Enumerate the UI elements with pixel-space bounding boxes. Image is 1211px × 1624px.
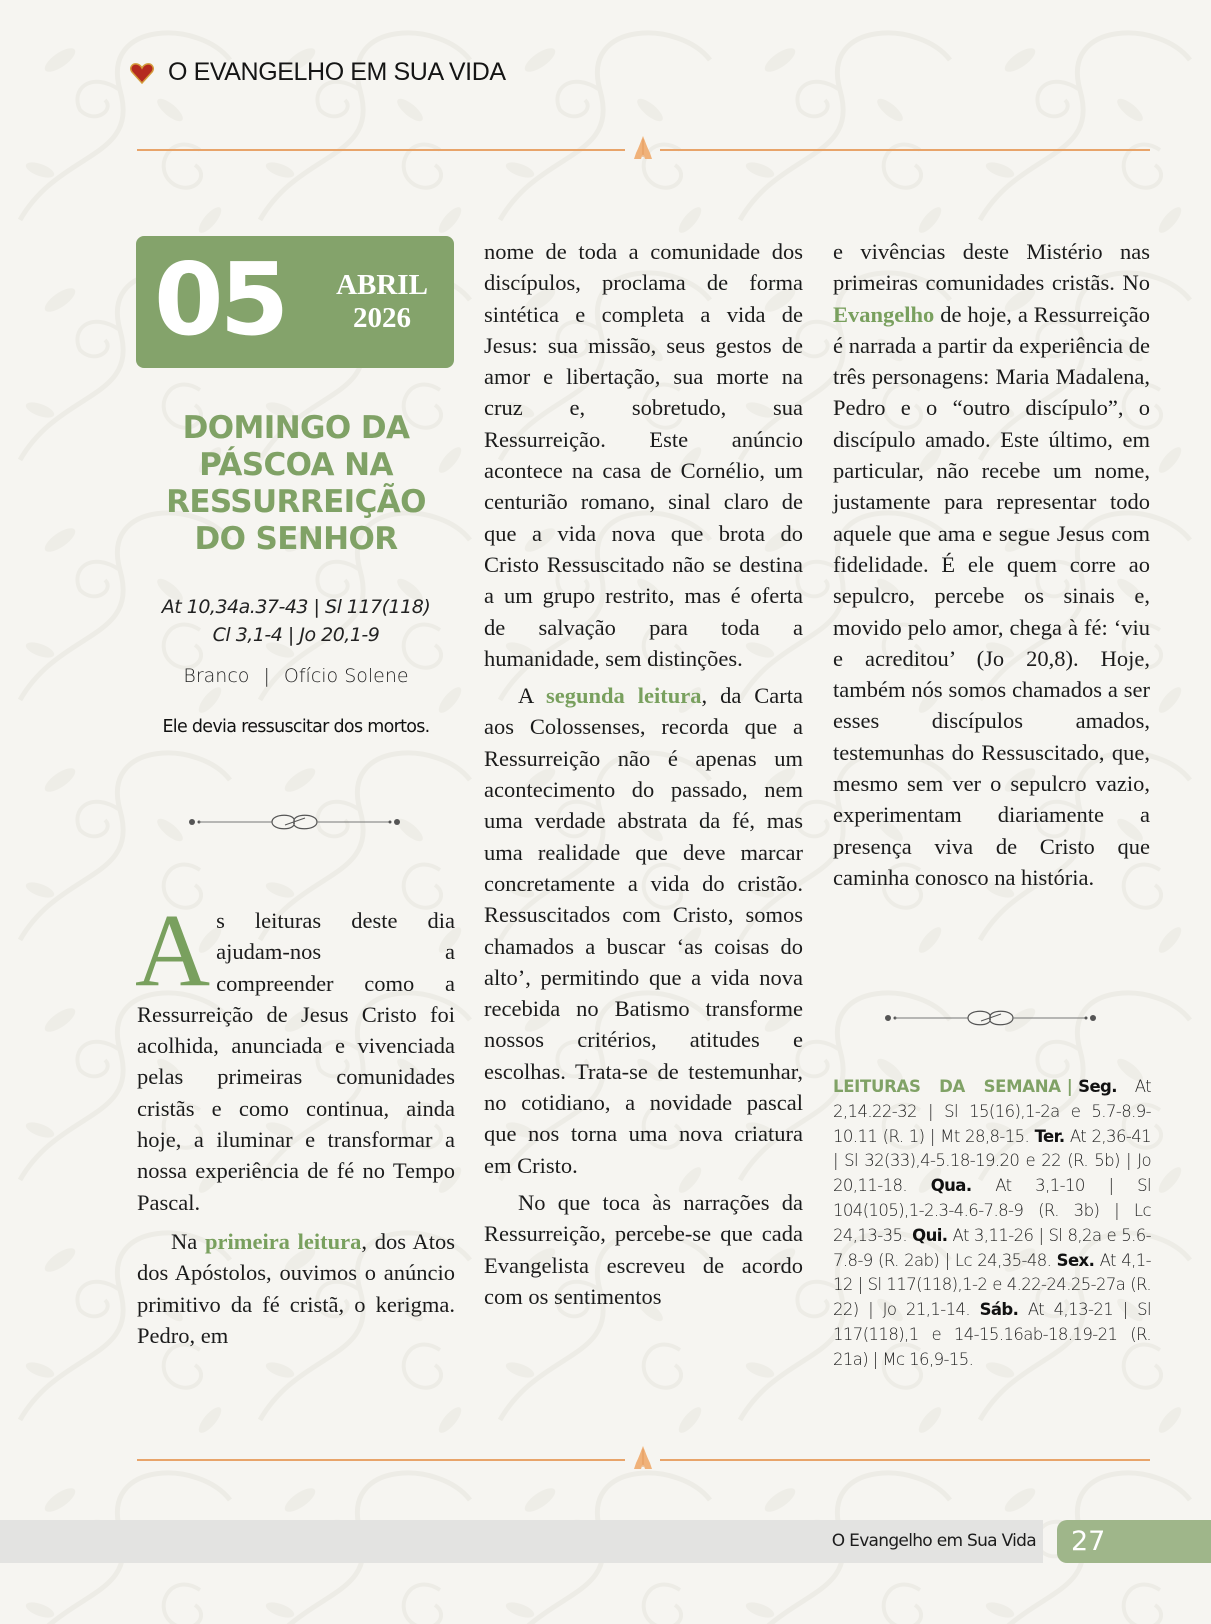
weekday-readings: At 3,11-26 | Sl 8,2a e 5.6-7.8-9 (R. 2ab) | Lc 24,35-48. bbox=[833, 1225, 1151, 1270]
weekday-label: Sex. bbox=[1056, 1250, 1095, 1270]
footer-publication: O Evangelho em Sua Vida bbox=[831, 1531, 1036, 1551]
feast-title bbox=[137, 410, 455, 558]
liturgical-info bbox=[137, 665, 455, 687]
date-month: ABRIL bbox=[336, 269, 428, 301]
ornament-divider-icon bbox=[883, 1006, 1098, 1030]
paragraph-text: Na bbox=[171, 1228, 205, 1254]
page-header bbox=[130, 58, 506, 87]
highlight-gospel: Evangelho bbox=[833, 301, 935, 327]
section-title: O EVANGELHO EM SUA VIDA bbox=[168, 58, 506, 86]
liturgical-color: Branco bbox=[183, 665, 250, 687]
weekday-label: Qui. bbox=[912, 1225, 948, 1245]
article-paragraph bbox=[833, 236, 1150, 893]
paragraph-text: A bbox=[518, 683, 546, 709]
highlight-first-reading: primeira leitura bbox=[204, 1228, 362, 1254]
feast-title-line: DOMINGO DA bbox=[182, 410, 410, 446]
readings-ref-line: Cl 3,1-4 | Jo 20,1-9 bbox=[212, 624, 380, 646]
top-divider-left bbox=[137, 149, 625, 151]
date-badge bbox=[136, 236, 454, 368]
feast-title-line: DO SENHOR bbox=[194, 521, 398, 557]
paragraph-text: de hoje, a Ressurreição é narrada a partir da experiência de três personagens: Maria Madalena, Pedro e o “outro discípulo”, o discípulo amado. Este último, em particular, não recebe um nome, justamente para representar todo aquele que ama e segue Jesus com fidelidade. É ele quem corre ao sepulcro, percebe os sinais e, movido pelo amor, chega à fé: ‘viu e acreditou’ (Jo 20,8). Hoje, também nós somos chamados a ser esses discípulos amados, testemunhas do Ressuscitado, que, mesmo sem ver o sepulcro vazio, experimentam diariamente a presença viva de Cristo que caminha conosco na história. bbox=[833, 301, 1150, 890]
praying-hands-icon bbox=[632, 1445, 654, 1471]
article-column-3 bbox=[833, 236, 1150, 899]
feast-title-line: RESSURREIÇÃO bbox=[166, 484, 426, 520]
bottom-divider-right bbox=[660, 1459, 1150, 1461]
weekday-readings: At 4,13-21 | Sl 117(118),1 e 14-15.16ab-18.19-21 (R. 21a) | Mc 16,9-15. bbox=[833, 1300, 1151, 1369]
article-paragraph bbox=[484, 236, 803, 674]
date-month-year bbox=[322, 269, 442, 335]
weekly-readings bbox=[833, 1075, 1151, 1373]
page-number: 27 bbox=[1057, 1520, 1211, 1563]
date-year: 2026 bbox=[353, 302, 411, 334]
article-paragraph bbox=[484, 680, 803, 1181]
article-column-1 bbox=[135, 893, 455, 1357]
heart-icon bbox=[130, 62, 154, 84]
paragraph-text: e vivências deste Mistério nas primeiras comunidades cristãs. No bbox=[833, 239, 1150, 296]
highlight-second-reading: segunda leitura bbox=[545, 683, 702, 709]
bottom-divider-left bbox=[137, 1459, 625, 1461]
feast-title-line: PÁSCOA NA bbox=[199, 447, 393, 483]
weekday-label: Ter. bbox=[1034, 1126, 1065, 1146]
paragraph-text: nome de toda a comunidade dos discípulos, proclama de forma sintética e completa a vida de Jesus: sua missão, seus gestos de amor e libertação, sua morte na cruz e, sobretudo, sua Ressurreição. Este anúncio acontece na casa de Cornélio, um centurião romano, sinal claro de que a vida nova que brota do Cristo Ressuscitado não se destina a um grupo restrito, mas é oferta de salvação para toda a humanidade, sem distinções. bbox=[484, 239, 803, 671]
liturgical-office: Ofício Solene bbox=[283, 665, 409, 687]
article-paragraph bbox=[135, 893, 455, 1218]
weekday-label: Qua. bbox=[930, 1176, 972, 1196]
praying-hands-icon bbox=[632, 135, 654, 161]
weekday-readings: At 2,36-41 | Sl 32(33),4-5.18-19.20 e 22 (R. 5b) | Jo 20,11-18. bbox=[833, 1126, 1152, 1196]
date-day: 05 bbox=[154, 241, 286, 358]
weekly-readings-heading: LEITURAS DA SEMANA bbox=[833, 1077, 1061, 1096]
article-paragraph bbox=[484, 1187, 803, 1312]
ornament-divider-icon bbox=[187, 810, 402, 834]
liturgical-separator: | bbox=[263, 665, 270, 687]
weekly-separator: | bbox=[1066, 1077, 1073, 1096]
tagline: Ele devia ressuscitar dos mortos. bbox=[162, 717, 430, 737]
paragraph-text: No que toca às narrações da Ressurreição, percebe-se que cada Evangelista escreveu de acordo com os sentimentos bbox=[484, 1189, 803, 1309]
paragraph-text: , da Carta aos Colossenses, recorda que a Ressurreição não é apenas um acontecimento do passado, nem uma verdade abstrata da fé, mas uma realidade que deve marcar concretamente a vida do cristão. Ressuscitados com Cristo, somos chamados a buscar ‘as coisas do alto’, permitindo que a vida nova recebida no Batismo transforme nossos critérios, atitudes e escolhas. Trata-se de testemunhar, no cotidiano, a novidade pascal que nos torna uma nova criatura em Cristo. bbox=[484, 683, 803, 1178]
top-divider-right bbox=[660, 149, 1150, 151]
weekday-label: Seg. bbox=[1078, 1077, 1117, 1096]
paragraph-text: s leituras deste dia ajudam-nos a compreender como a Ressurreição de Jesus Cristo foi acolhida, anunciada e vivenciada pelas primeiras comunidades cristãs e como continua, ainda hoje, a iluminar e transformar a nossa experiência de fé no Tempo Pascal. bbox=[137, 908, 455, 1215]
weekday-readings: At 4,1-12 | Sl 117(118),1-2 e 4.22-24.25-27a (R. 22) | Jo 21,1-14. bbox=[833, 1250, 1151, 1320]
readings-references bbox=[137, 593, 455, 649]
readings-ref-line: At 10,34a.37-43 | Sl 117(118) bbox=[161, 596, 431, 618]
article-column-2 bbox=[484, 236, 803, 1318]
paragraph-text: , dos Atos dos Apóstolos, ouvimos o anúncio primitivo da fé cristã, o kerigma. Pedro, em bbox=[137, 1228, 455, 1348]
article-paragraph bbox=[137, 1226, 455, 1351]
weekday-readings: At 2,14.22-32 | Sl 15(16),1-2a e 5.7-8.9-10.11 (R. 1) | Mt 28,8-15. bbox=[833, 1077, 1151, 1146]
weekday-readings: At 3,1-10 | Sl 104(105),1-2.3-4.6-7.8-9 (R. 3b) | Lc 24,13-35. bbox=[833, 1176, 1151, 1245]
drop-cap: A bbox=[135, 893, 211, 1008]
weekday-label: Sáb. bbox=[979, 1300, 1019, 1320]
